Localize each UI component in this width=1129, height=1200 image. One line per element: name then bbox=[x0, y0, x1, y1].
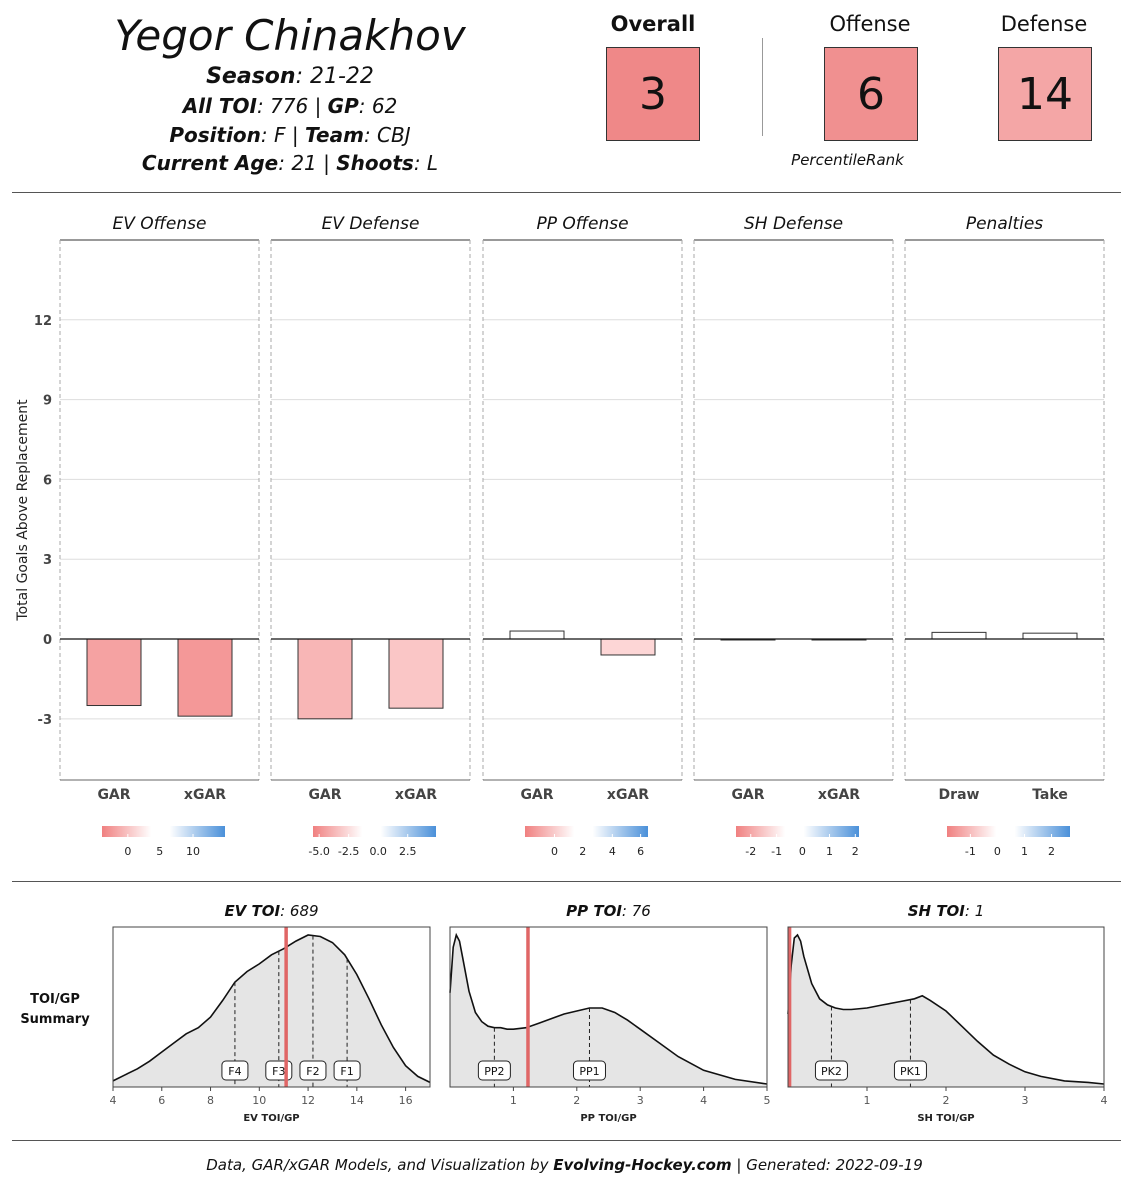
position-label: Position bbox=[169, 123, 261, 147]
bar-gar bbox=[510, 631, 564, 639]
x-tick-label: 14 bbox=[349, 1094, 364, 1107]
x-tick-label: 3 bbox=[636, 1094, 644, 1107]
toi-title-value: : 1 bbox=[964, 902, 985, 920]
shoots-value: : L bbox=[413, 151, 439, 175]
legend-tick-label: -1 bbox=[964, 845, 976, 858]
marker-label: PP1 bbox=[579, 1065, 600, 1078]
x-axis-label: PP TOI/GP bbox=[580, 1113, 637, 1124]
y-tick-label: 12 bbox=[33, 313, 52, 329]
rank-divider bbox=[762, 38, 763, 136]
legend-tick-label: -2 bbox=[745, 845, 757, 858]
x-tick-label: xGAR bbox=[394, 787, 438, 803]
panel-title: EV Offense bbox=[112, 214, 207, 234]
panel-title: PP Offense bbox=[536, 214, 629, 234]
toi-summary-line1: TOI/GP bbox=[30, 992, 80, 1007]
toi-title-label: SH TOI bbox=[907, 902, 965, 920]
x-tick-label: 12 bbox=[301, 1094, 316, 1107]
x-tick-label: xGAR bbox=[183, 787, 227, 803]
marker-label: PK2 bbox=[821, 1065, 842, 1078]
legend-tick-label: 0 bbox=[551, 845, 559, 858]
toi-title-value: : 689 bbox=[280, 902, 319, 920]
legend-tick-label: 6 bbox=[637, 845, 645, 858]
panel-title: SH Defense bbox=[743, 214, 844, 234]
x-tick-label: 10 bbox=[252, 1094, 267, 1107]
offense-rank-value: 6 bbox=[857, 68, 885, 120]
overall-label: Overall bbox=[610, 12, 696, 36]
overall-rank-box bbox=[606, 47, 700, 141]
x-tick-label: GAR bbox=[731, 787, 765, 803]
y-tick-label: -3 bbox=[37, 712, 52, 728]
legend-tick-label: 0 bbox=[798, 845, 806, 858]
panel-title: EV Defense bbox=[321, 214, 420, 234]
shoots-label: Shoots bbox=[336, 151, 414, 175]
offense-label: Offense bbox=[829, 12, 911, 36]
player-header bbox=[80, 10, 500, 177]
team-value: : CBJ bbox=[363, 123, 411, 147]
position-line bbox=[80, 121, 500, 149]
legend-tick-label: 1 bbox=[1020, 845, 1028, 858]
age-line bbox=[80, 149, 500, 177]
player-name: Yegor Chinakhov bbox=[114, 11, 466, 60]
toi-summary-line2: Summary bbox=[20, 1012, 90, 1027]
toi-panel-0 bbox=[110, 902, 431, 1124]
toi-panel-1 bbox=[450, 902, 771, 1124]
age-label: Current Age bbox=[141, 151, 279, 175]
legend-tick-label: 2 bbox=[1048, 845, 1056, 858]
bar-panel-1 bbox=[271, 214, 470, 858]
marker-label: F1 bbox=[340, 1065, 354, 1078]
defense-rank-value: 14 bbox=[1017, 68, 1073, 120]
panel-title: Penalties bbox=[965, 214, 1044, 234]
legend-tick-label: 2.5 bbox=[398, 845, 417, 858]
percentile-rank-note: PercentileRank bbox=[791, 151, 904, 169]
toi-panel-title bbox=[224, 902, 318, 920]
legend-tick-label: -1 bbox=[771, 845, 783, 858]
bar-take bbox=[1023, 633, 1077, 639]
legend-tick-label: 5 bbox=[156, 845, 164, 858]
toi-title-label: EV TOI bbox=[224, 902, 281, 920]
gp-value: : 62 bbox=[358, 94, 398, 118]
bar-xgar bbox=[178, 639, 232, 716]
defense-label: Defense bbox=[1000, 12, 1088, 36]
legend-colorbar bbox=[736, 826, 859, 837]
legend-colorbar bbox=[313, 826, 436, 837]
x-tick-label: 5 bbox=[763, 1094, 771, 1107]
legend-colorbar bbox=[102, 826, 225, 837]
bar-xgar bbox=[389, 639, 443, 708]
toi-panel-2 bbox=[788, 902, 1108, 1124]
overall-rank-value: 3 bbox=[639, 68, 667, 120]
x-tick-label: 1 bbox=[863, 1094, 871, 1107]
toi-title-label: PP TOI bbox=[566, 902, 622, 920]
x-tick-label: xGAR bbox=[817, 787, 861, 803]
legend-tick-label: 0.0 bbox=[369, 845, 387, 858]
x-tick-label: xGAR bbox=[606, 787, 650, 803]
legend-tick-label: 0 bbox=[993, 845, 1001, 858]
x-tick-label: 2 bbox=[573, 1094, 581, 1107]
bar-panel-3 bbox=[694, 214, 893, 858]
legend-tick-label: 2 bbox=[579, 845, 587, 858]
bar-gar bbox=[87, 639, 141, 706]
toi-title-value: : 76 bbox=[621, 902, 651, 920]
x-tick-label: 16 bbox=[398, 1094, 413, 1107]
legend-colorbar bbox=[525, 826, 648, 837]
y-tick-label: 6 bbox=[42, 473, 52, 489]
season-line bbox=[80, 62, 500, 92]
toi-label: All TOI bbox=[182, 94, 257, 118]
gp-label: GP bbox=[327, 94, 359, 118]
season-value: : 21-22 bbox=[295, 64, 374, 89]
legend-tick-label: -2.5 bbox=[337, 845, 360, 858]
bar-xgar bbox=[601, 639, 655, 655]
footer-brand: Evolving-Hockey.com bbox=[553, 1156, 732, 1174]
x-tick-label: 3 bbox=[1021, 1094, 1029, 1107]
section-divider bbox=[12, 881, 1121, 882]
marker-label: PP2 bbox=[484, 1065, 505, 1078]
x-tick-label: 8 bbox=[207, 1094, 215, 1107]
x-tick-label: Take bbox=[1032, 787, 1068, 803]
marker-label: F4 bbox=[228, 1065, 242, 1078]
header-divider bbox=[12, 192, 1121, 193]
toi-density-charts bbox=[0, 895, 1129, 1135]
x-axis-label: EV TOI/GP bbox=[243, 1113, 300, 1124]
toi-value: : 776 | bbox=[256, 94, 328, 118]
position-value: : F | bbox=[260, 123, 305, 147]
x-tick-label: 4 bbox=[1100, 1094, 1108, 1107]
x-tick-label: 2 bbox=[942, 1094, 950, 1107]
x-tick-label: 4 bbox=[700, 1094, 708, 1107]
x-tick-label: 6 bbox=[158, 1094, 166, 1107]
toi-line bbox=[80, 92, 500, 121]
bar-panel-4 bbox=[905, 214, 1104, 858]
legend-tick-label: 2 bbox=[851, 845, 859, 858]
bar-draw bbox=[932, 632, 986, 639]
y-tick-label: 3 bbox=[42, 553, 52, 569]
x-tick-label: Draw bbox=[938, 787, 980, 803]
legend-tick-label: 1 bbox=[825, 845, 833, 858]
x-tick-label: GAR bbox=[520, 787, 554, 803]
x-tick-label: GAR bbox=[97, 787, 131, 803]
legend-tick-label: 0 bbox=[124, 845, 132, 858]
team-label: Team bbox=[304, 123, 364, 147]
legend-tick-label: 10 bbox=[186, 845, 201, 858]
footer-credit bbox=[0, 1156, 1129, 1174]
bar-panel-0 bbox=[60, 214, 259, 858]
legend-tick-label: 4 bbox=[608, 845, 616, 858]
defense-rank-box bbox=[998, 47, 1092, 141]
marker-label: F2 bbox=[306, 1065, 320, 1078]
gar-bar-chart bbox=[0, 195, 1129, 875]
toi-panel-title bbox=[566, 902, 651, 920]
x-tick-label: 1 bbox=[509, 1094, 517, 1107]
bar-gar bbox=[298, 639, 352, 719]
y-tick-label: 0 bbox=[42, 633, 52, 649]
x-tick-label: 4 bbox=[109, 1094, 117, 1107]
marker-label: F3 bbox=[272, 1065, 286, 1078]
season-label: Season bbox=[206, 64, 296, 89]
y-tick-label: 9 bbox=[42, 393, 52, 409]
x-axis-label: SH TOI/GP bbox=[917, 1113, 975, 1124]
toi-panel-title bbox=[908, 902, 985, 920]
age-value: : 21 | bbox=[278, 151, 337, 175]
footer-divider bbox=[12, 1140, 1121, 1141]
x-tick-label: GAR bbox=[308, 787, 342, 803]
offense-rank-box bbox=[824, 47, 918, 141]
marker-label: PK1 bbox=[900, 1065, 921, 1078]
legend-tick-label: -5.0 bbox=[308, 845, 330, 858]
y-axis-label: Total Goals Above Replacement bbox=[15, 399, 31, 621]
bar-panel-2 bbox=[483, 214, 682, 858]
footer-text-after: | Generated: 2022-09-19 bbox=[731, 1156, 923, 1174]
footer-text-before: Data, GAR/xGAR Models, and Visualization by bbox=[206, 1156, 554, 1174]
